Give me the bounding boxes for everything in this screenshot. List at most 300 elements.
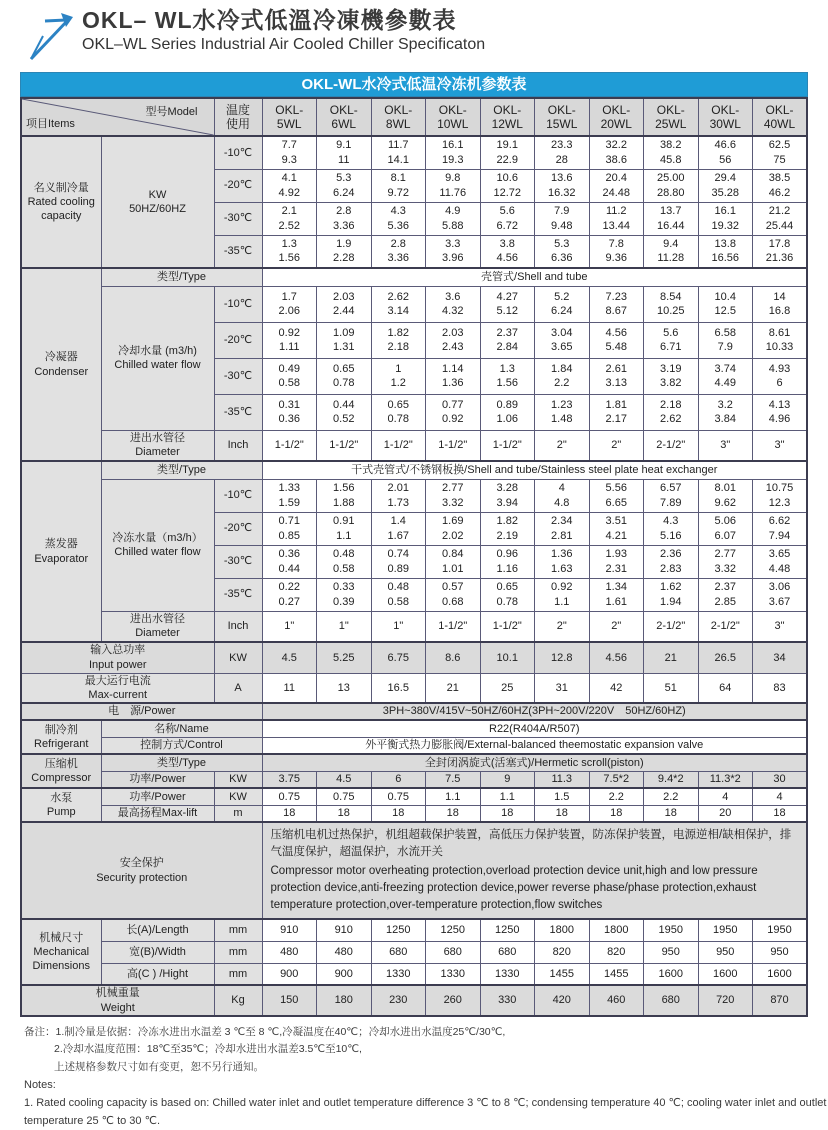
items-header-label: 项目Items <box>26 117 75 130</box>
value-cell: 30 <box>753 771 808 788</box>
value-cell: 5.3 6.36 <box>535 235 590 268</box>
spec-table <box>20 97 808 1017</box>
compressor-power-label: 功率/Power <box>101 771 214 788</box>
value-cell: 260 <box>426 985 481 1016</box>
value-cell: 18 <box>317 805 372 822</box>
value-cell: 720 <box>698 985 753 1016</box>
value-cell: 1330 <box>480 963 535 985</box>
value-cell: 46.6 56 <box>698 136 753 169</box>
value-cell: 0.49 0.58 <box>262 358 317 394</box>
value-cell: 2" <box>589 611 644 642</box>
temp-usage-header: 温度 使用 <box>214 98 262 136</box>
value-cell: 6 <box>371 771 426 788</box>
value-cell: 6.75 <box>371 642 426 673</box>
section-label-refrigerant: 制冷剂 Refrigerant <box>21 720 101 754</box>
section-label-rated: 名义制冷量 Rated cooling capacity <box>21 136 101 268</box>
value-cell: 1-1/2" <box>426 611 481 642</box>
value-cell: 7.7 9.3 <box>262 136 317 169</box>
value-cell: 1.3 1.56 <box>480 358 535 394</box>
value-cell: 2.2 <box>589 788 644 805</box>
dimension-height-row <box>21 963 807 985</box>
temp-cell: -10℃ <box>214 479 262 512</box>
value-cell: 1-1/2" <box>480 430 535 461</box>
value-cell: 2.18 2.62 <box>644 394 699 430</box>
value-cell: 180 <box>317 985 372 1016</box>
value-cell: 1.93 2.31 <box>589 545 644 578</box>
note-line: 备注：1.制冷量是依据：冷冻水进出水温差 3 ℃至 8 ℃,冷凝温度在40℃；冷却水进出水温度25℃/30℃, <box>24 1025 506 1038</box>
value-cell: 10.1 <box>480 642 535 673</box>
value-cell: 2.36 2.83 <box>644 545 699 578</box>
input-power-label: 输入总功率 Input power <box>21 642 214 673</box>
value-cell: 4.27 5.12 <box>480 286 535 322</box>
value-cell: 11.3 <box>535 771 590 788</box>
value-cell: 3.2 3.84 <box>698 394 753 430</box>
section-label-condenser: 冷凝器 Condenser <box>21 268 101 461</box>
value-cell: 32.2 38.6 <box>589 136 644 169</box>
value-cell: 0.57 0.68 <box>426 578 481 611</box>
value-cell: 8.61 10.33 <box>753 322 808 358</box>
value-cell: 3.19 3.82 <box>644 358 699 394</box>
value-cell: OKL- 30WL <box>698 98 753 136</box>
value-cell: 2.61 3.13 <box>589 358 644 394</box>
table-row <box>21 286 807 322</box>
value-cell: 1 1.2 <box>371 358 426 394</box>
value-cell: 460 <box>589 985 644 1016</box>
value-cell: 18 <box>644 805 699 822</box>
compressor-type-value: 全封闭涡旋式(活塞式)/Hermetic scroll(piston) <box>262 754 807 771</box>
temp-cell: -35℃ <box>214 578 262 611</box>
value-cell: 3.75 <box>262 771 317 788</box>
value-cell: 6.57 7.89 <box>644 479 699 512</box>
value-cell: 0.96 1.16 <box>480 545 535 578</box>
value-cell: 330 <box>480 985 535 1016</box>
evaporator-type-label: 类型/Type <box>101 461 262 479</box>
value-cell: 1.4 1.67 <box>371 512 426 545</box>
security-text-cell <box>262 822 807 919</box>
value-cell: 7.8 9.36 <box>589 235 644 268</box>
dimension-length-row <box>21 919 807 941</box>
value-cell: 5.3 6.24 <box>317 169 372 202</box>
value-cell: 2.8 3.36 <box>371 235 426 268</box>
value-cell: 3" <box>753 611 808 642</box>
table-row <box>21 479 807 512</box>
value-cell: 950 <box>753 941 808 963</box>
note-line: 上述规格参数尺寸如有变更，恕不另行通知。 <box>54 1060 264 1073</box>
value-cell: 0.71 0.85 <box>262 512 317 545</box>
value-cell: 31 <box>535 673 590 703</box>
value-cell: 4.3 5.16 <box>644 512 699 545</box>
value-cell: OKL- 10WL <box>426 98 481 136</box>
pump-lift-label: 最高扬程Max-lift <box>101 805 214 822</box>
value-cell: 34 <box>753 642 808 673</box>
section-label-evaporator: 蒸发器 Evaporator <box>21 461 101 642</box>
value-cell: 5.06 6.07 <box>698 512 753 545</box>
value-cell: 2.2 <box>644 788 699 805</box>
value-cell: 13 <box>317 673 372 703</box>
value-cell: 25.00 28.80 <box>644 169 699 202</box>
value-cell: 1.84 2.2 <box>535 358 590 394</box>
value-cell: 1.34 1.61 <box>589 578 644 611</box>
value-cell: 1.09 1.31 <box>317 322 372 358</box>
value-cell: OKL- 25WL <box>644 98 699 136</box>
value-cell: 3" <box>698 430 753 461</box>
value-cell: 4.93 6 <box>753 358 808 394</box>
value-cell: 1800 <box>535 919 590 941</box>
value-cell: 0.33 0.39 <box>317 578 372 611</box>
value-cell: 1.14 1.36 <box>426 358 481 394</box>
value-cell: 820 <box>535 941 590 963</box>
pump-lift-unit: m <box>214 805 262 822</box>
length-unit: mm <box>214 919 262 941</box>
value-cell: 1.33 1.59 <box>262 479 317 512</box>
temp-cell: -30℃ <box>214 545 262 578</box>
value-cell: 18 <box>753 805 808 822</box>
compressor-type-row <box>21 754 807 771</box>
value-cell: 230 <box>371 985 426 1016</box>
value-cell: 7.5*2 <box>589 771 644 788</box>
evaporator-type-value: 干式壳管式/不锈钢板换/Shell and tube/Stainless steel plate heat exchanger <box>262 461 807 479</box>
value-cell: 1950 <box>698 919 753 941</box>
value-cell: 1330 <box>371 963 426 985</box>
value-cell: 900 <box>262 963 317 985</box>
value-cell: 64 <box>698 673 753 703</box>
value-cell: 680 <box>426 941 481 963</box>
value-cell: 680 <box>644 985 699 1016</box>
value-cell: 0.36 0.44 <box>262 545 317 578</box>
value-cell: 1250 <box>426 919 481 941</box>
value-cell: 62.5 75 <box>753 136 808 169</box>
value-cell: 18 <box>535 805 590 822</box>
temp-cell: -10℃ <box>214 286 262 322</box>
compressor-power-row <box>21 771 807 788</box>
value-cell: 2.03 2.44 <box>317 286 372 322</box>
section-label-dimensions: 机械尺寸 Mechanical Dimensions <box>21 919 101 985</box>
value-cell: 9.4 11.28 <box>644 235 699 268</box>
value-cell: 1455 <box>589 963 644 985</box>
value-cell: 1.5 <box>535 788 590 805</box>
value-cell: 0.92 1.1 <box>535 578 590 611</box>
refrigerant-control-row <box>21 737 807 754</box>
value-cell: 0.75 <box>317 788 372 805</box>
value-cell: 4.3 5.36 <box>371 202 426 235</box>
value-cell: 0.22 0.27 <box>262 578 317 611</box>
refrigerant-name-label: 名称/Name <box>101 720 262 737</box>
input-power-unit: KW <box>214 642 262 673</box>
value-cell: 38.2 45.8 <box>644 136 699 169</box>
value-cell: 1" <box>317 611 372 642</box>
input-power-row <box>21 642 807 673</box>
value-cell: 13.8 16.56 <box>698 235 753 268</box>
evaporator-flow-label: 冷冻水量（m3/h） Chilled water flow <box>101 479 214 611</box>
refrigerant-control-label: 控制方式/Control <box>101 737 262 754</box>
value-cell: 910 <box>317 919 372 941</box>
value-cell: 1250 <box>371 919 426 941</box>
value-cell: 4.56 <box>589 642 644 673</box>
value-cell: 1.9 2.28 <box>317 235 372 268</box>
weight-unit: Kg <box>214 985 262 1016</box>
value-cell: 18 <box>262 805 317 822</box>
value-cell: 2-1/2" <box>644 611 699 642</box>
model-header-label: 型号Model <box>145 106 198 118</box>
max-current-label: 最大运行电流 Max-current <box>21 673 214 703</box>
value-cell: 5.2 6.24 <box>535 286 590 322</box>
value-cell: 9.8 11.76 <box>426 169 481 202</box>
value-cell: 9.4*2 <box>644 771 699 788</box>
value-cell: 820 <box>589 941 644 963</box>
height-unit: mm <box>214 963 262 985</box>
value-cell: 0.48 0.58 <box>371 578 426 611</box>
value-cell: 1.1 <box>426 788 481 805</box>
value-cell: 19.1 22.9 <box>480 136 535 169</box>
condenser-diameter-unit: Inch <box>214 430 262 461</box>
condenser-type-value: 壳管式/Shell and tube <box>262 268 807 286</box>
value-cell: 0.84 1.01 <box>426 545 481 578</box>
value-cell: 150 <box>262 985 317 1016</box>
value-cell: 18 <box>426 805 481 822</box>
value-cell: 1.36 1.63 <box>535 545 590 578</box>
value-cell: 2" <box>535 430 590 461</box>
value-cell: 2.77 3.32 <box>698 545 753 578</box>
value-cell: 1-1/2" <box>317 430 372 461</box>
value-cell: 2.34 2.81 <box>535 512 590 545</box>
temp-cell: -10℃ <box>214 136 262 169</box>
value-cell: 11 <box>262 673 317 703</box>
value-cell: 5.25 <box>317 642 372 673</box>
value-cell: 3" <box>753 430 808 461</box>
value-cell: 1950 <box>753 919 808 941</box>
pump-power-unit: KW <box>214 788 262 805</box>
value-cell: 26.5 <box>698 642 753 673</box>
value-cell: OKL- 20WL <box>589 98 644 136</box>
temp-cell: -35℃ <box>214 394 262 430</box>
value-cell: OKL- 5WL <box>262 98 317 136</box>
value-cell: 0.31 0.36 <box>262 394 317 430</box>
value-cell: 20 <box>698 805 753 822</box>
value-cell: 13.6 16.32 <box>535 169 590 202</box>
power-label: 电 源/Power <box>21 703 262 720</box>
value-cell: 480 <box>317 941 372 963</box>
value-cell: 4.56 5.48 <box>589 322 644 358</box>
condenser-diameter-label: 进出水管径 Diameter <box>101 430 214 461</box>
value-cell: 18 <box>589 805 644 822</box>
temp-cell: -20℃ <box>214 169 262 202</box>
value-cell: 11.2 13.44 <box>589 202 644 235</box>
value-cell: 1.82 2.18 <box>371 322 426 358</box>
table-row <box>21 136 807 169</box>
value-cell: 3.04 3.65 <box>535 322 590 358</box>
value-cell: 18 <box>480 805 535 822</box>
value-cell: 5.6 6.72 <box>480 202 535 235</box>
value-cell: 0.65 0.78 <box>317 358 372 394</box>
power-row <box>21 703 807 720</box>
value-cell: 2" <box>589 430 644 461</box>
value-cell: 10.6 12.72 <box>480 169 535 202</box>
value-cell: 1.81 2.17 <box>589 394 644 430</box>
pump-lift-row <box>21 805 807 822</box>
title-block <box>82 6 485 54</box>
value-cell: 9.1 11 <box>317 136 372 169</box>
section-label-pump: 水泵 Pump <box>21 788 101 822</box>
value-cell: 1950 <box>644 919 699 941</box>
value-cell: 42 <box>589 673 644 703</box>
value-cell: 680 <box>480 941 535 963</box>
value-cell: 0.65 0.78 <box>480 578 535 611</box>
power-value: 3PH~380V/415V~50HZ/60HZ(3PH~200V/220V 50HZ/60HZ) <box>262 703 807 720</box>
dimension-width-row <box>21 941 807 963</box>
value-cell: 12.8 <box>535 642 590 673</box>
value-cell: 3.28 3.94 <box>480 479 535 512</box>
footer-notes <box>24 1024 828 1130</box>
value-cell: 0.44 0.52 <box>317 394 372 430</box>
section-label-compressor: 压缩机 Compressor <box>21 754 101 788</box>
value-cell: 0.91 1.1 <box>317 512 372 545</box>
value-cell: 8.01 9.62 <box>698 479 753 512</box>
value-cell: 13.7 16.44 <box>644 202 699 235</box>
page-header <box>0 0 828 68</box>
temp-cell: -20℃ <box>214 512 262 545</box>
value-cell: 9 <box>480 771 535 788</box>
value-cell: 14 16.8 <box>753 286 808 322</box>
value-cell: 16.5 <box>371 673 426 703</box>
value-cell: 2.01 1.73 <box>371 479 426 512</box>
value-cell: 4.1 4.92 <box>262 169 317 202</box>
length-label: 长(A)/Length <box>101 919 214 941</box>
value-cell: 83 <box>753 673 808 703</box>
value-cell: 910 <box>262 919 317 941</box>
value-cell: 3.6 4.32 <box>426 286 481 322</box>
value-cell: OKL- 40WL <box>753 98 808 136</box>
page-title-en: OKL–WL Series Industrial Air Cooled Chiller Specificaton <box>82 35 486 53</box>
temp-cell: -30℃ <box>214 202 262 235</box>
evaporator-diameter-label: 进出水管径 Diameter <box>101 611 214 642</box>
table-row <box>21 611 807 642</box>
value-cell: OKL- 15WL <box>535 98 590 136</box>
value-cell: 2.03 2.43 <box>426 322 481 358</box>
value-cell: 4 4.8 <box>535 479 590 512</box>
value-cell: 870 <box>753 985 808 1016</box>
value-cell: 0.74 0.89 <box>371 545 426 578</box>
value-cell: 16.1 19.3 <box>426 136 481 169</box>
value-cell: OKL- 8WL <box>371 98 426 136</box>
value-cell: 1.69 2.02 <box>426 512 481 545</box>
evaporator-diameter-unit: Inch <box>214 611 262 642</box>
compressor-power-unit: KW <box>214 771 262 788</box>
value-cell: 0.75 <box>262 788 317 805</box>
value-cell: 8.1 9.72 <box>371 169 426 202</box>
value-cell: 680 <box>371 941 426 963</box>
value-cell: 20.4 24.48 <box>589 169 644 202</box>
compressor-type-label: 类型/Type <box>101 754 262 771</box>
value-cell: 900 <box>317 963 372 985</box>
value-cell: 2.62 3.14 <box>371 286 426 322</box>
value-cell: 1-1/2" <box>480 611 535 642</box>
value-cell: 950 <box>644 941 699 963</box>
value-cell: 4.5 <box>317 771 372 788</box>
value-cell: 21.2 25.44 <box>753 202 808 235</box>
value-cell: 3.65 4.48 <box>753 545 808 578</box>
security-text-cn: 压缩机电机过热保护，机组超载保护装置，高低压力保护装置，防冻保护装置，电源逆相/缺相保护，排气温度保护，超温保护，水流开关 <box>270 829 792 859</box>
value-cell: 10.75 12.3 <box>753 479 808 512</box>
value-cell: 1.62 1.94 <box>644 578 699 611</box>
value-cell: 1455 <box>535 963 590 985</box>
value-cell: 7.9 9.48 <box>535 202 590 235</box>
value-cell: 1250 <box>480 919 535 941</box>
note-line: 2.冷却水温度范围：18℃至35℃；冷却水进出水温差3.5℃至10℃, <box>54 1043 362 1056</box>
security-text-en: Compressor motor overheating protection,overload protection device unit,high and low pressure protection device,anti-freezing protection device,power reverse phase/phase protection,exhaust temperature protection,over-temperature protection,flow switches <box>270 864 758 912</box>
value-cell: 25 <box>480 673 535 703</box>
value-cell: 5.6 6.71 <box>644 322 699 358</box>
value-cell: 2" <box>535 611 590 642</box>
table-header-row <box>21 98 807 136</box>
value-cell: 950 <box>698 941 753 963</box>
value-cell: 1600 <box>644 963 699 985</box>
rated-unit-label: KW 50HZ/60HZ <box>101 136 214 268</box>
value-cell: 3.51 4.21 <box>589 512 644 545</box>
value-cell: 4 <box>753 788 808 805</box>
max-current-row <box>21 673 807 703</box>
value-cell: 4 <box>698 788 753 805</box>
value-cell: 420 <box>535 985 590 1016</box>
value-cell: 1-1/2" <box>262 430 317 461</box>
value-cell: 11.3*2 <box>698 771 753 788</box>
value-cell: 0.48 0.58 <box>317 545 372 578</box>
value-cell: OKL- 6WL <box>317 98 372 136</box>
value-cell: 1600 <box>698 963 753 985</box>
page-title-cn: OKL– WL水冷式低溫冷凍機參數表 <box>82 7 457 33</box>
height-label: 高(C ) /Hight <box>101 963 214 985</box>
value-cell: 18 <box>371 805 426 822</box>
note-line: Notes: <box>24 1078 56 1091</box>
value-cell: 21 <box>644 642 699 673</box>
value-cell: 1600 <box>753 963 808 985</box>
corner-header-cell <box>21 98 214 136</box>
value-cell: 1800 <box>589 919 644 941</box>
value-cell: 1.56 1.88 <box>317 479 372 512</box>
value-cell: 1.82 2.19 <box>480 512 535 545</box>
temp-cell: -35℃ <box>214 235 262 268</box>
value-cell: 0.92 1.11 <box>262 322 317 358</box>
table-row <box>21 268 807 286</box>
value-cell: 23.3 28 <box>535 136 590 169</box>
value-cell: 3.74 4.49 <box>698 358 753 394</box>
value-cell: 5.56 6.65 <box>589 479 644 512</box>
value-cell: 8.6 <box>426 642 481 673</box>
value-cell: 0.65 0.78 <box>371 394 426 430</box>
value-cell: 1.1 <box>480 788 535 805</box>
value-cell: 1" <box>262 611 317 642</box>
value-cell: 8.54 10.25 <box>644 286 699 322</box>
value-cell: 7.23 8.67 <box>589 286 644 322</box>
value-cell: 1" <box>371 611 426 642</box>
value-cell: 1.23 1.48 <box>535 394 590 430</box>
value-cell: 1330 <box>426 963 481 985</box>
value-cell: 0.77 0.92 <box>426 394 481 430</box>
value-cell: 29.4 35.28 <box>698 169 753 202</box>
value-cell: 2.37 2.84 <box>480 322 535 358</box>
value-cell: 1.3 1.56 <box>262 235 317 268</box>
value-cell: 38.5 46.2 <box>753 169 808 202</box>
value-cell: 0.75 <box>371 788 426 805</box>
value-cell: 1.7 2.06 <box>262 286 317 322</box>
value-cell: 2.37 2.85 <box>698 578 753 611</box>
value-cell: 2.8 3.36 <box>317 202 372 235</box>
value-cell: 2.1 2.52 <box>262 202 317 235</box>
value-cell: 17.8 21.36 <box>753 235 808 268</box>
value-cell: 3.06 3.67 <box>753 578 808 611</box>
value-cell: 480 <box>262 941 317 963</box>
pump-power-label: 功率/Power <box>101 788 214 805</box>
note-line: 1. Rated cooling capacity is based on: Chilled water inlet and outlet temperature difference 3 ℃ to 8 ℃; condensing temperature 40 ℃; cooling water inlet and outlet temperature 25 ℃ to 30 ℃. <box>24 1097 827 1128</box>
